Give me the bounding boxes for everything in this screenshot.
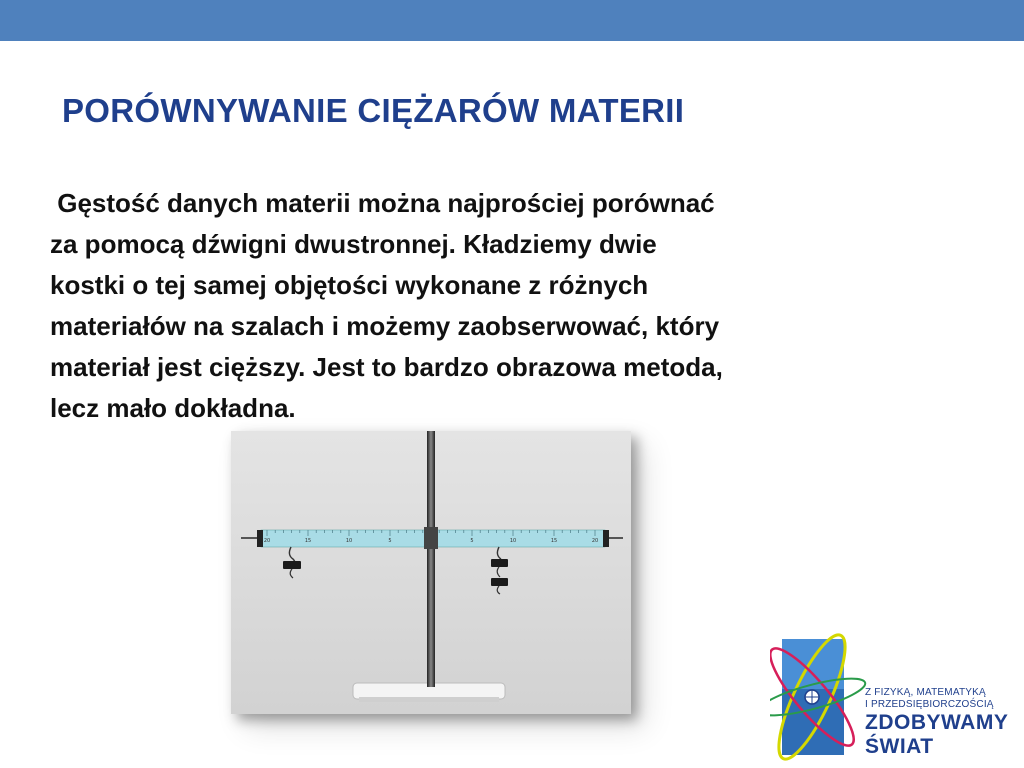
right-weight-2 (491, 578, 508, 586)
logo-tagline-2: I PRZEDSIĘBIORCZOŚCIĄ (865, 699, 994, 710)
logo-word-swiat: ŚWIAT (865, 735, 934, 758)
slide-title: PORÓWNYWANIE CIĘŻARÓW MATERII (62, 92, 685, 129)
top-accent-bar (0, 0, 1024, 41)
lever-scale-label: 20 (591, 538, 599, 544)
right-weight-1 (491, 559, 508, 567)
body-line: materiałów na szalach i możemy zaobserwować, który (50, 311, 720, 341)
zdobywamy-swiat-logo (770, 625, 1024, 768)
body-paragraph (50, 183, 950, 429)
logo-word-zdobywamy: ZDOBYWAMY (865, 711, 1009, 734)
lever-scale-label: 15 (304, 538, 312, 544)
body-line: za pomocą dźwigni dwustronnej. Kładziemy dwie (50, 229, 657, 259)
body-line: lecz mało dokładna. (50, 393, 296, 423)
lever-scale-label: 15 (550, 538, 558, 544)
lever-scale-label: 10 (509, 538, 517, 544)
lever-scale-label: 5 (388, 538, 392, 544)
lever-scale-label: 5 (470, 538, 474, 544)
body-line: kostki o tej samej objętości wykonane z różnych (50, 270, 649, 300)
body-line: Gęstość danych materii można najprościej porównać (50, 188, 715, 218)
lever-illustration (231, 431, 631, 714)
logo-tagline-1: Z FIZYKĄ, MATEMATYKĄ (865, 687, 986, 698)
left-weight (283, 561, 301, 569)
body-line: materiał jest cięższy. Jest to bardzo obrazowa metoda, (50, 352, 723, 382)
lever-photo (231, 431, 631, 714)
lever-scale-label: 20 (263, 538, 271, 544)
stand-rod (427, 431, 435, 687)
lever-scale-label: 10 (345, 538, 353, 544)
